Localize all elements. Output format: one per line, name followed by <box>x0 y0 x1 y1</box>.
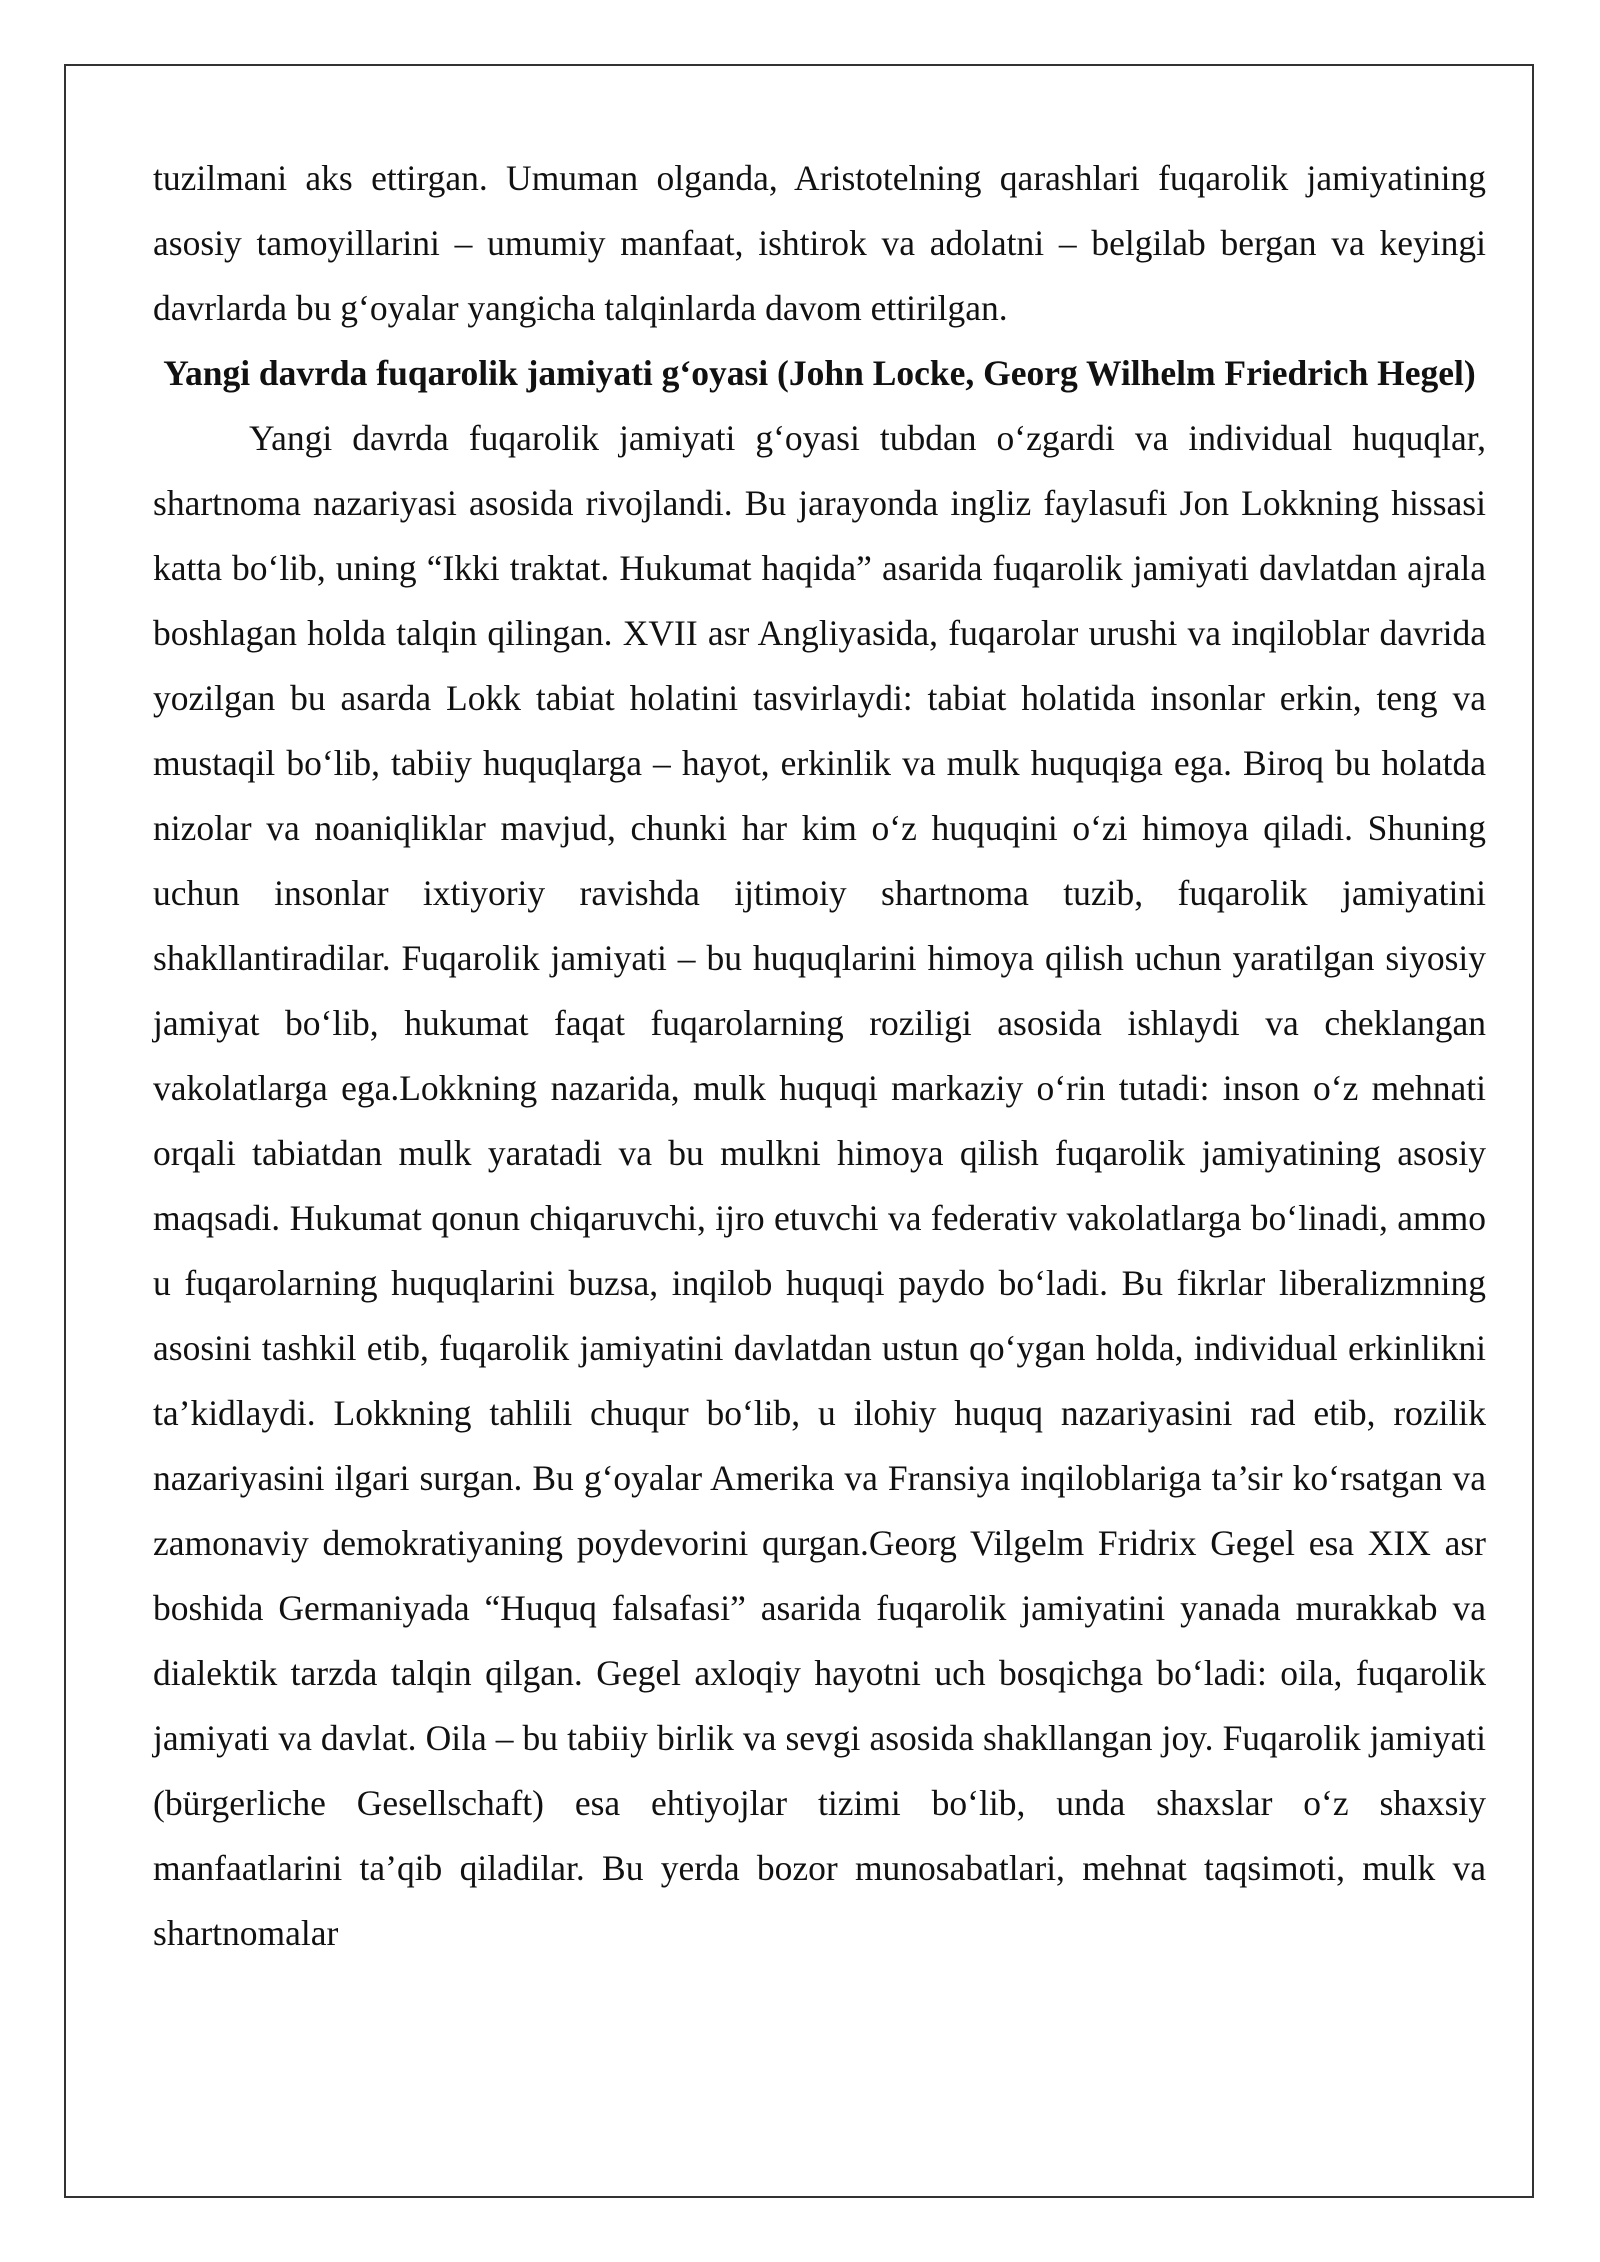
section-heading: Yangi davrda fuqarolik jamiyati g‘oyasi (John Locke, Georg Wilhelm Friedrich Hegel) <box>163 353 1476 393</box>
paragraph-main: Yangi davrda fuqarolik jamiyati g‘oyasi tubdan o‘zgardi va individual huquqlar, shartnoma nazariyasi asosida rivojlandi. Bu jarayonda ingliz faylasufi Jon Lokkning hissasi katta bo‘lib, uning “Ikki traktat. Hukumat haqida” asarida fuqarolik jamiyati davlatdan ajrala boshlagan holda talqin qilingan. XVII asr Angliyasida, fuqarolar urushi va inqiloblar davrida yozilgan bu asarda Lokk tabiat holatini tasvirlaydi: tabiat holatida insonlar erkin, teng va mustaqil bo‘lib, tabiiy huquqlarga – hayot, erkinlik va mulk huquqiga ega. Biroq bu holatda nizolar va noaniqliklar mavjud, chunki har kim o‘z huquqini o‘zi himoya qiladi. Shuning uchun insonlar ixtiyoriy ravishda ijtimoiy shartnoma tuzib, fuqarolik jamiyatini shakllantiradilar. Fuqarolik jamiyati – bu huquqlarini himoya qilish uchun yaratilgan siyosiy jamiyat bo‘lib, hukumat faqat fuqarolarning roziligi asosida ishlaydi va cheklangan vakolatlarga ega.Lokkning nazarida, mulk huquqi markaziy o‘rin tutadi: inson o‘z mehnati orqali tabiatdan mulk yaratadi va bu mulkni himoya qilish fuqarolik jamiyatining asosiy maqsadi. Hukumat qonun chiqaruvchi, ijro etuvchi va federativ vakolatlarga bo‘linadi, ammo u fuqarolarning huquqlarini buzsa, inqilob huquqi paydo bo‘ladi. Bu fikrlar liberalizmning asosini tashkil etib, fuqarolik jamiyatini davlatdan ustun qo‘ygan holda, individual erkinlikni ta’kidlaydi. Lokkning tahlili chuqur bo‘lib, u ilohiy huquq nazariyasini rad etib, rozilik nazariyasini ilgari surgan. Bu g‘oyalar Amerika va Fransiya inqiloblariga ta’sir ko‘rsatgan va zamonaviy demokratiyaning poydevorini qurgan.Georg Vilgelm Fridrix Gegel esa XIX asr boshida Germaniyada “Huquq falsafasi” asarida fuqarolik jamiyatini yanada murakkab va dialektik tarzda talqin qilgan. Gegel axloqiy hayotni uch bosqichga bo‘ladi: oila, fuqarolik jamiyati va davlat. Oila – bu tabiiy birlik va sevgi asosida shakllangan joy. Fuqarolik jamiyati (bürgerliche Gesellschaft) esa ehtiyojlar tizimi bo‘lib, unda shaxslar o‘z shaxsiy manfaatlarini ta’qib qiladilar. Bu yerda bozor munosabatlari, mehnat taqsimoti, mulk va shartnomalar <box>153 418 1486 1953</box>
paragraph-continued: tuzilmani aks ettirgan. Umuman olganda, Aristotelning qarashlari fuqarolik jamiyatining asosiy tamoyillarini – umumiy manfaat, ishtirok va adolatni – belgilab bergan va keyingi davrlarda bu g‘oyalar yangicha talqinlarda davom ettirilgan. <box>153 158 1486 328</box>
page-content <box>153 146 1486 1966</box>
